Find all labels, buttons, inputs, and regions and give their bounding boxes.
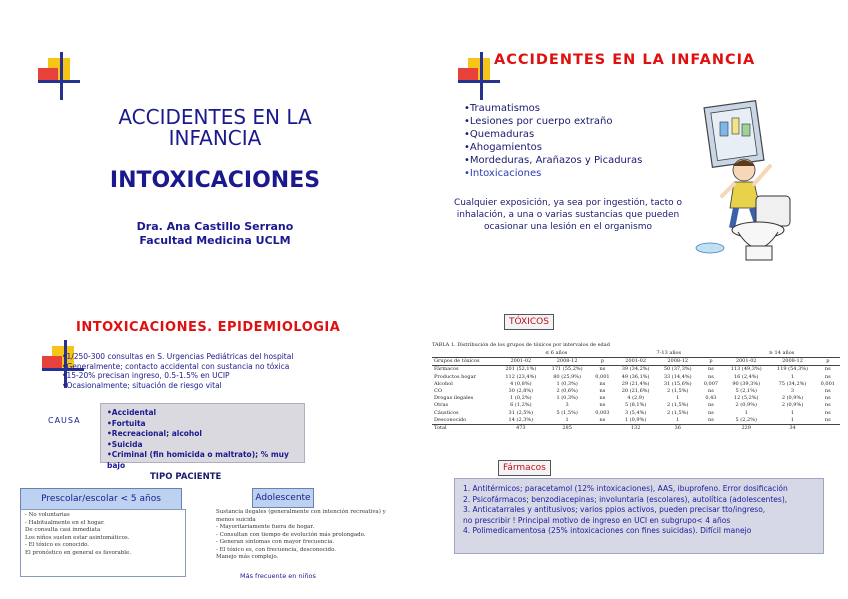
table-cell: 1 [744,409,748,416]
list-item: • Fortuita [107,419,298,430]
corner-logo-icon [38,52,80,100]
table-cell: 1 (0,3%) [556,395,578,402]
table-cell: 201 (52,1%) [505,366,537,373]
table-cell: 49 (36,1%) [621,373,650,380]
column-header: p [816,358,840,366]
table-cell: 6 (1,2%) [510,402,532,409]
table-cell: 5 (1,5%) [556,409,578,416]
preescolar-column [20,509,186,577]
table-cell: 2 (0,9%) [781,402,804,409]
list-item: De consulta casi inmediata [25,527,101,533]
table-cell: ns [708,366,714,373]
age-group-header: 7-13 años [615,350,723,358]
table-cell: ns [824,409,831,416]
table-cell: 4 (0,8%) [510,380,532,387]
causa-label: CAUSA [48,416,81,425]
table-row [432,402,840,409]
table-cell: ns [599,395,606,402]
column-header: p [699,358,723,366]
table-cell: ns [824,402,831,409]
table-cell: 113 (49,3%) [730,366,762,373]
table-cell: 1 [565,416,569,423]
table-cell: 2 (0,9%) [735,402,757,409]
table-cell: 2 (1,5%) [667,388,689,395]
list-item: - Generan síntomas con mayor frecuencia. [216,539,394,547]
toxics-table [432,350,840,432]
table-cell: 5 (2,1%) [735,388,757,395]
slide1-title: ACCIDENTES EN LA INFANCIA [118,105,312,150]
author-name: Dra. Ana Castillo Serrano [136,220,294,233]
list-item: 3. Anticatarrales y antitusivos; varios ppios activos, pueden precisar tto/ingreso, [463,505,766,514]
table-cell: ns [708,388,714,395]
row-label: Drogas ilegales [434,395,474,402]
list-item: El pronóstico en general es favorable. [25,549,132,556]
table-row [432,381,840,388]
table-cell: ns [824,366,831,373]
table-cell: 0,007 [703,380,719,387]
column-header: 2008-12 [769,358,815,366]
table-cell: 33 (14,4%) [663,373,692,380]
table-cell: 0,001 [595,373,610,380]
table-cell: 112 (23,4%) [505,373,537,380]
table-cell [816,425,840,433]
list-item: - El tóxico es conocido. [25,542,181,550]
list-item: • Ocasionalmente; situación de riesgo vital [62,381,293,391]
column-header: 2001-02 [498,358,544,366]
list-item: • Intoxicaciones [464,167,642,180]
table-cell: 20 (21,6%) [621,388,650,395]
farmacos-box [454,478,824,554]
table-cell [699,425,723,433]
table-cell: ns [824,388,831,395]
row-label: Fármacos [434,366,459,373]
list-item: - Mayoritariamente fuera de hogar. [216,524,394,532]
list-item: 4. Polimedicamentosa (25% intoxicaciones con fines suicidas). Difícil manejo [463,526,752,535]
table-row [432,374,840,381]
list-item: - Consultan con tiempo de evolución más prolongado. [216,532,394,540]
list-item: no prescribir ! Principal motivo de ingreso en UCI en subgrupo< 4 años [463,515,731,525]
table-cell: 171 (55,2%) [551,366,583,373]
table-cell: 80 (25,9%) [553,373,581,380]
table-cell: 3 [790,388,795,395]
list-item: • Generalmente; contacto accidental con sustancia no tóxica [62,362,293,372]
table-cell: 473 [498,425,544,433]
list-item: 1. Antitérmicos; paracetamol (12% intoxicaciones), AAS, ibuprofeno. Error dosificación [463,484,788,493]
list-item: • 1/250-300 consultas en S. Urgencias Pediátricas del hospital [62,352,293,362]
column-header: Grupos de tóxicos [432,358,498,366]
slide-toxics [424,300,848,599]
slide2-title: ACCIDENTES EN LA INFANCIA [494,52,756,68]
list-item: 2. Psicofármacos; benzodiacepinas; involuntaria (escolares), autolítica (adolescentes), [463,494,788,504]
epidemiology-bullets [62,352,293,390]
table-cell: 0,001 [820,380,835,387]
table-cell: 36 [657,425,699,433]
adolescente-column [212,507,398,569]
table-cell: ns [599,380,606,387]
table-cell: 132 [615,425,657,433]
table-cell: 1 [676,395,680,402]
list-item: • Suicida [107,440,298,451]
table-cell [590,425,614,433]
table-cell: 90 (39,3%) [732,380,761,387]
table-cell: 50 (37,3%) [663,366,692,373]
table-cell: ns [708,373,714,380]
farmacos-label: Fármacos [498,460,551,476]
slide1-author-block [100,220,330,248]
slide-accidents [424,0,848,300]
list-item: - No voluntarias [25,512,181,520]
list-item: • 15-20% precisan ingreso, 0.5-1.5% en UCIP [62,371,293,381]
row-label: Alcohol [434,380,453,387]
table-row [432,425,840,433]
table-cell: ns [824,395,831,402]
age-group-header: ≤ 6 años [498,350,615,358]
row-label: Total [432,425,498,433]
list-item: Los niños suelen estar asintomáticos. [25,534,130,541]
list-item: • Accidental [107,408,298,419]
age-group-header: ≥ 14 años [723,350,840,358]
table-cell: ns [599,402,606,409]
table-cell: ns [599,416,606,423]
table-cell: 31 (15,6%) [663,380,692,387]
table-row [432,410,840,417]
table-caption: TABLA 1. Distribución de los grupos de tóxicos por intervalos de edad [432,342,610,348]
table-cell: 1 (0,3%) [556,380,578,387]
list-item: • Ahogamientos [464,141,642,154]
table-cell: 31 (2,5%) [508,409,534,416]
table-cell: 3 (5,4%) [624,409,647,416]
row-label: Desconocido [434,416,467,423]
slide-epidemiology [0,300,424,599]
column-header: 2008-12 [544,358,590,366]
table-cell: ns [708,409,714,416]
author-affiliation: Facultad Medicina UCLM [139,234,291,247]
table-cell: 2 (1,5%) [667,409,689,416]
list-item: - Habitualmente en el hogar. [25,520,181,528]
table-row [432,366,840,374]
row-label: CO [434,388,442,395]
table-cell: 1 [790,409,795,416]
table-cell: 39 (34,2%) [621,366,650,373]
table-cell: ns [708,416,714,423]
row-label: Otras [434,402,449,409]
table-cell: 2 (1,5%) [667,402,689,409]
table-cell: 4 (2,9) [627,395,644,402]
table-cell: ns [824,416,831,423]
table-cell: 34 [769,425,815,433]
row-label: Productos hogar [434,373,476,380]
slide-title [0,0,424,300]
table-header-row [432,358,840,366]
table-cell: 0,43 [705,395,717,402]
column-header: 2008-12 [657,358,699,366]
table-cell: ns [599,366,606,373]
column-header: 2001-02 [615,358,657,366]
causa-box [100,403,305,470]
list-item: • Criminal (fin homicida o maltrato); % muy bajo [107,450,298,471]
table-cell: 2 (0,9%) [781,395,804,402]
table-cell: 1 [790,416,795,423]
table-cell: 119 (54,3%) [777,366,808,373]
table-cell: ns [708,402,714,409]
list-item: • Lesiones por cuerpo extraño [464,115,642,128]
slide3-title: INTOXICACIONES. EPIDEMIOLOGIA [76,320,341,335]
table-cell: 30 (2,8%) [508,388,534,395]
column-header: 2001-02 [723,358,769,366]
list-item: - El tóxico es, con frecuencia, desconocido. [216,547,394,555]
table-cell: 12 (5,2%) [733,395,759,402]
table-cell: 5 (8,1%) [624,402,647,409]
list-item: Manejo más complejo. [216,554,279,560]
preescolar-header: Prescolar/escolar < 5 años [20,488,182,510]
toxicos-label: TÓXICOS [504,314,554,330]
row-label: Cáusticos [434,409,459,416]
table-cell: 29 (21,4%) [621,380,650,387]
slide1-subtitle: INTOXICACIONES [109,168,321,193]
list-item: Sustancia ilegales (generalmente con intención recreativa) y menos suicida [216,509,386,523]
toilet-child-illustration [686,96,804,266]
list-item: • Recreacional; alcohol [107,429,298,440]
table-cell: 3 [565,402,569,409]
table-cell: 14 (2,3%) [508,416,534,423]
table-group-row [432,350,840,358]
list-item: • Traumatismos [464,102,642,115]
table-cell: 1 (0,9%) [624,416,647,423]
column-header: p [590,358,614,366]
table-cell: 1 [676,416,680,423]
list-item: • Mordeduras, Arañazos y Picaduras [464,154,642,167]
table-cell: ns [599,388,606,395]
table-cell: 1 [790,373,795,380]
table-row [432,417,840,425]
table-cell: 229 [723,425,769,433]
list-item: • Quemaduras [464,128,642,141]
table-cell: 0,003 [595,409,610,416]
table-cell: ns [824,373,831,380]
footnote: Más frecuente en niños [240,572,316,580]
table-cell: 75 (34,2%) [778,380,807,387]
intoxication-definition: Cualquier exposición, ya sea por ingestión, tacto o inhalación, a una o varias sustancias que pueden ocasionar una lesión en el organismo [453,198,683,232]
table-cell: 2 (0,6%) [556,388,578,395]
table-cell: 1 (0,2%) [510,395,532,402]
accident-type-list [464,102,642,180]
adolescente-header: Adolescente [252,488,314,508]
table-cell: 16 (2,4%) [733,373,759,380]
table-cell: 285 [544,425,590,433]
tipo-paciente-label: TIPO PACIENTE [150,472,222,482]
table-cell: 5 (2,2%) [735,416,757,423]
